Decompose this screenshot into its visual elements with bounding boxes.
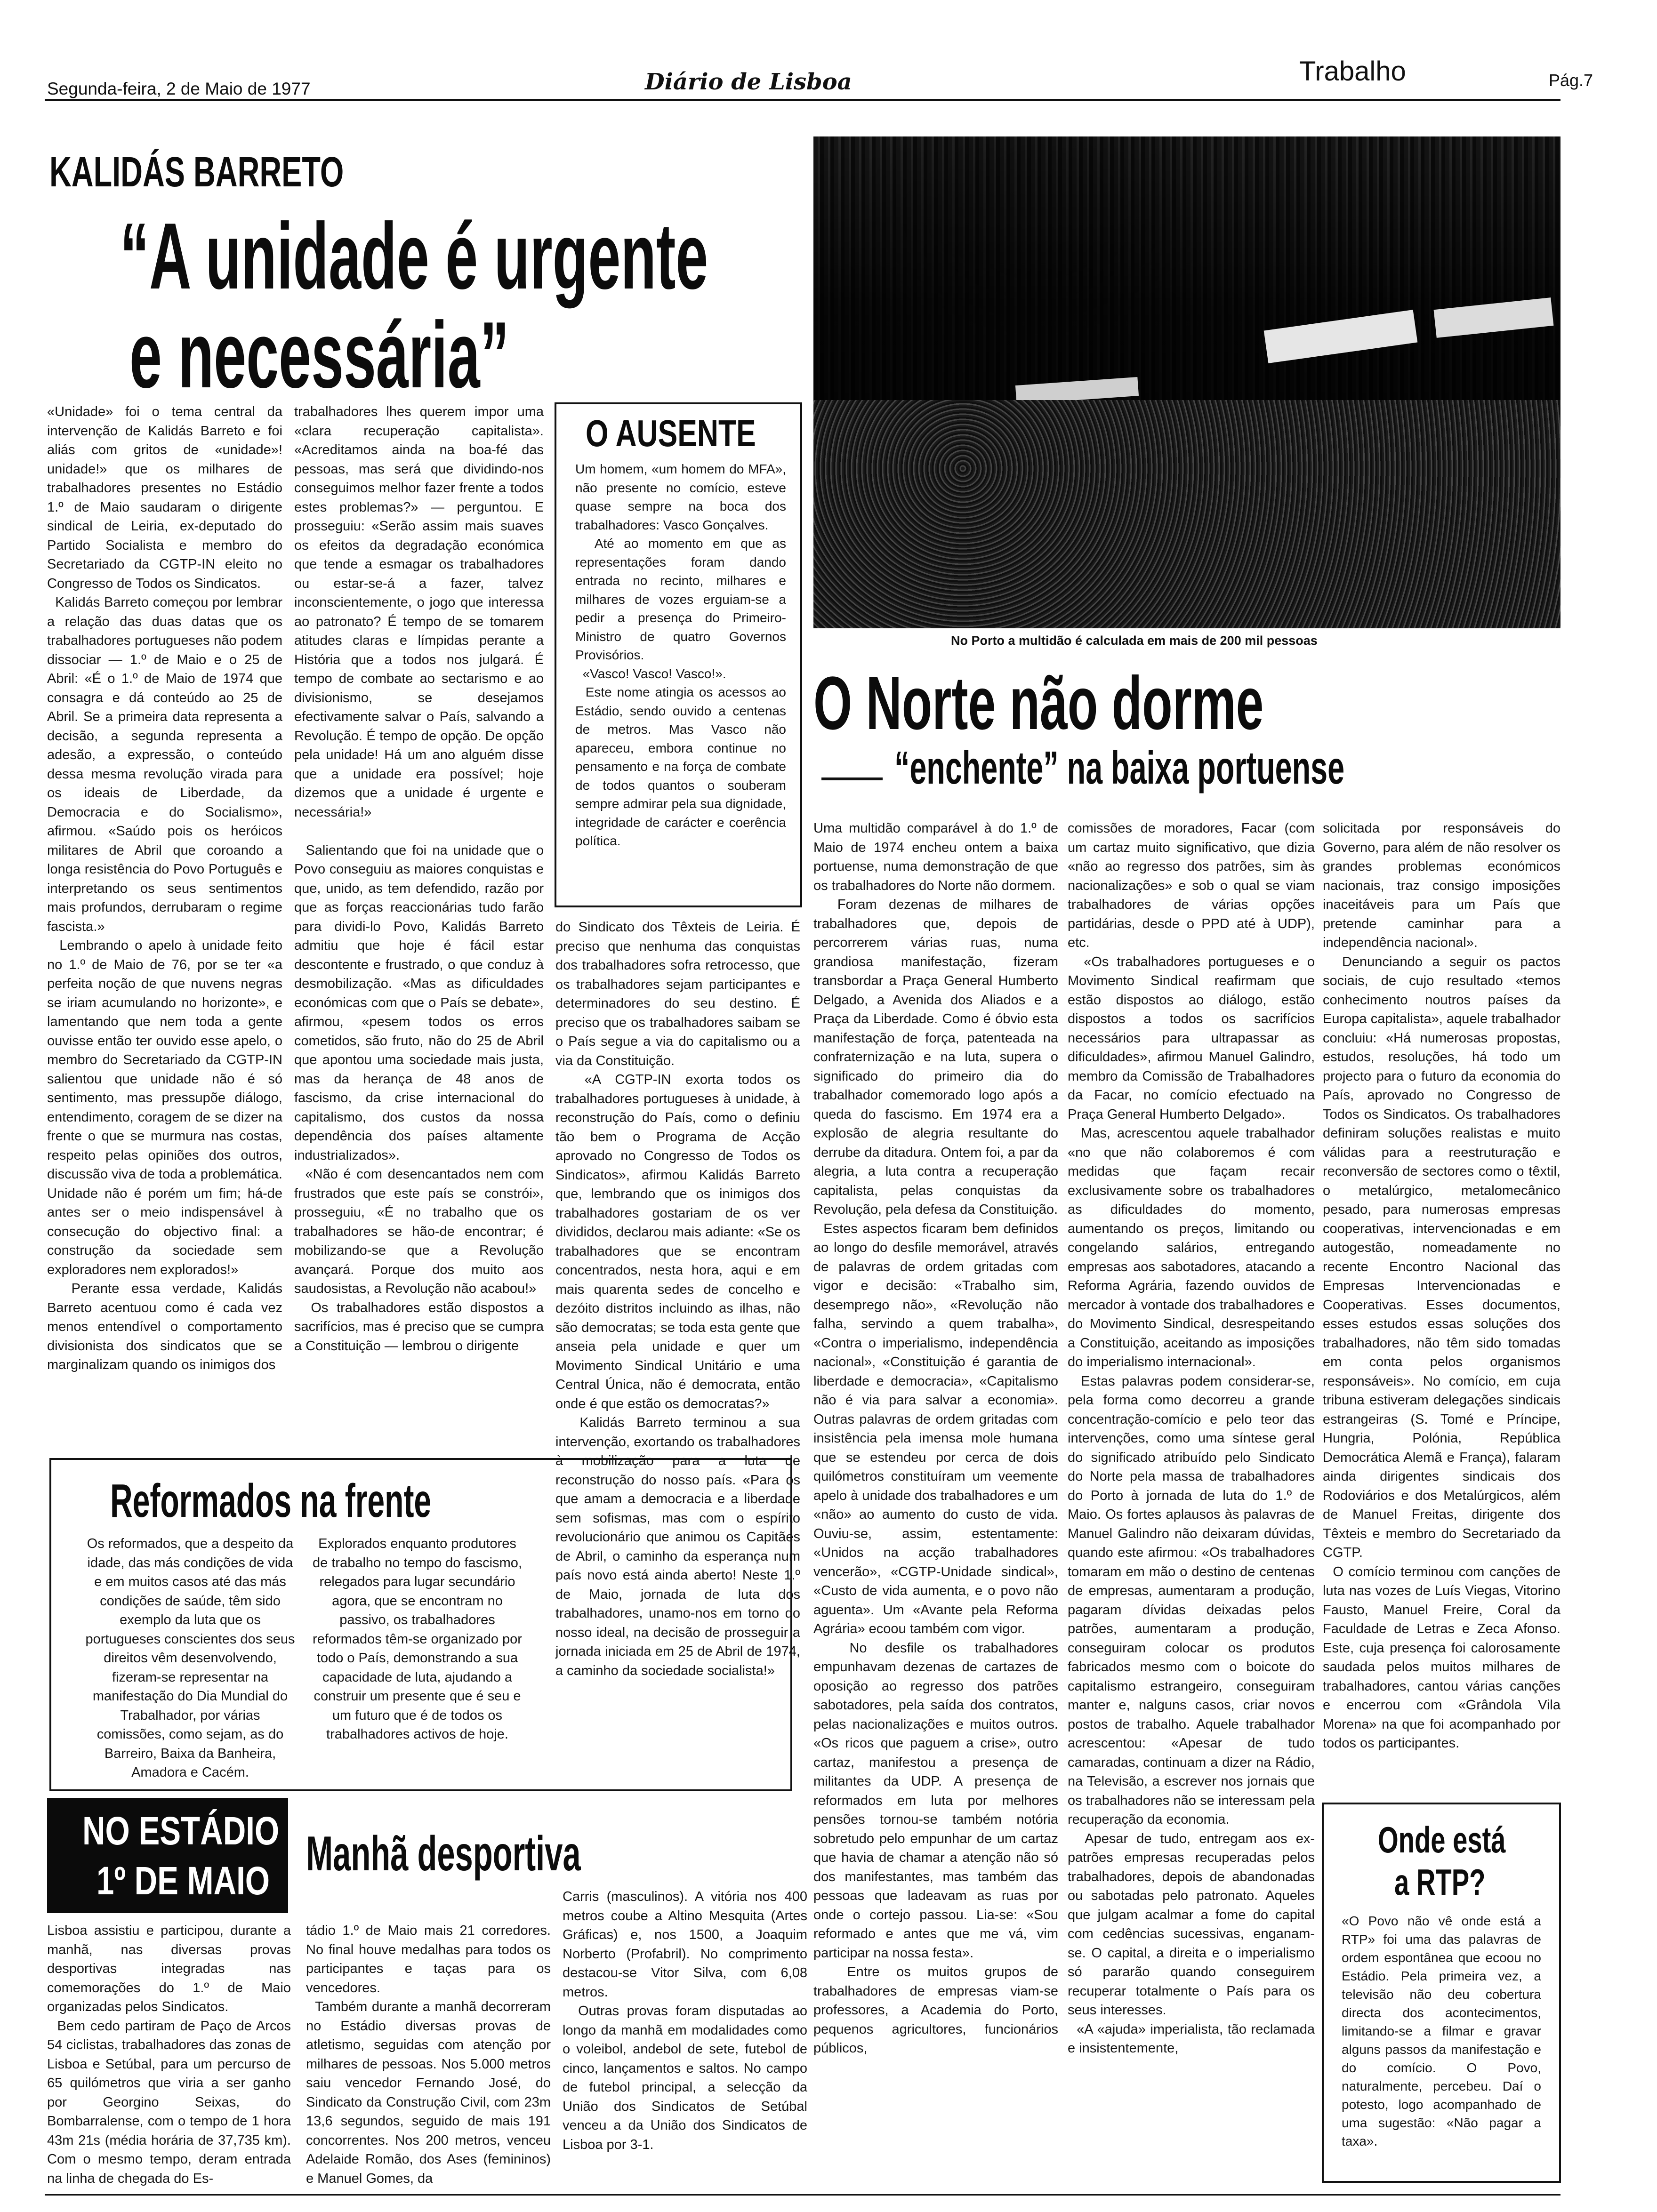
ausente-title: O AUSENTE bbox=[586, 412, 756, 454]
estadio-banner-line-2: 1º DE MAIO bbox=[97, 1859, 270, 1903]
lead-col-2: trabalhadores lhes querem impor uma «clara recuperação capitalista». «Acreditamos ainda na boa-fé das pessoas, mas será que dividindo-nos conseguimos melhor fazer frente a todos estes problemas?» — perguntou. E prosseguiu: «Serão assim mais suaves os efeitos da degradação económica que tende a esmagar os trabalhadores ou estar-se-á a fazer, talvez inconscientemente, o jogo que interessa ao patronato? É tempo de se tomarem atitudes claras e límpidas perante a História que a todos nos julgará. É tempo de combate ao sectarismo e ao divisionismo, se desejamos efectivamente salvar o País, salvando a Revolução. É tempo de opção. De opção pela unidade! Há um ano alguém disse que a unidade era possível; hoje dizemos que a unidade é urgente e necessária!» Salientando que foi na unidade que o Povo conseguiu as maiores conquistas e que, unido, as tem defendido, razão por que as forças reaccionárias tudo farão para dividi-lo Povo, Kalidás Barreto admitiu que hoje é fácil estar descontente e frustrado, o que conduz à desmobilização. «Mas as dificuldades económicas com que o País se debate», afirmou, «pesem todos os erros cometidos, são fruto, não do 25 de Abril que apontou uma sociedade mais justa, mas da herança de 48 anos de fascismo, da crise internacional do capitalismo, dos custos da nossa dependência dos países altamente industrializados». «Não é com desencantados nem com frustrados que este país se constrói», prosseguiu, «É no trabalho que os trabalhadores se hão-de encontrar; é mobilizando-se que a Revolução avançará. Porque dos muito aos saudosistas, a Revolução não acabou!» Os trabalhadores estão dispostos a sacrifícios, mas é preciso que se cumpra a Constituição — lembrou o dirigente bbox=[294, 404, 544, 1354]
ausente-box bbox=[555, 402, 802, 907]
norte-headline: O Norte não dorme bbox=[813, 661, 1264, 745]
photo-banner-2 bbox=[1434, 297, 1554, 338]
desportiva-col-1: Lisboa assistiu e participou, durante a manhã, nas diversas provas desportivas integradas nas comemorações do 1.º de Maio organizadas pelos Sindicatos. Bem cedo partiram de Paço de Arcos 54 ciclistas, trabalhadores das zonas de Lisboa e Setúbal, para um percurso de 65 quilómetros que viria a ser ganho por Georgino Seixas, do Bombarralense, com o tempo de 1 hora 43m 21s (média horária de 37,735 km). Com o mesmo tempo, deram entrada na linha de chegada do Es- bbox=[47, 1923, 291, 2186]
norte-subhead: “enchente” na baixa portuense bbox=[894, 742, 1345, 793]
rtp-body: «O Povo não vê onde está a RTP» foi uma das palavras de ordem espontânea que ecoou no Estádio. Pela primeira vez, a televisão não deu cobertura directa dos acontecimentos, limitando-se a filmar e gravar alguns passos da manifestação e do comício. O Povo, naturalmente, percebeu. Daí o potesto, logo acompanhado de uma sugestão: «Não pagar a taxa». bbox=[1342, 1914, 1545, 2148]
desportiva-col-3: Carris (masculinos). A vitória nos 400 metros coube a Altino Mesquita (Artes Gráficas) e, nos 1500, a Joaquim Norberto (Profabril). No comprimento destacou-se Vitor Silva, com 6,08 metros. Outras provas foram disputadas ao longo da manhã em modalidades como o voleibol, andebol de sete, futebol de cinco, lançamentos e saltos. No campo de futebol principal, a selecção da União dos Sindicatos de Setúbal venceu a da União dos Sindicatos de Lisboa por 3-1. bbox=[563, 1889, 807, 2152]
lead-col-3: do Sindicato dos Têxteis de Leiria. É preciso que nenhuma das conquistas dos trabalhadores sofra retrocesso, que os trabalhadores sejam participantes e determinadores do seu destino. É preciso que os trabalhadores saibam se o País segue a via do capitalismo ou a via da Constituição. «A CGTP-IN exorta todos os trabalhadores portugueses à unidade, à reconstrução do País, como o definiu tão bem o Programa de Acção aprovado no Congresso de Todos os Sindicatos», afirmou Kalidás Barreto que, lembrando que os inimigos dos trabalhadores gostariam de os ver divididos, declarou mais adiante: «Se os trabalhadores que se encontram concentrados, nesta hora, aqui e em mais quarenta sedes de concelho e dezóito distritos incluindo as ilhas, não são democratas; se toda esta gente que anseia pela unidade e quer um Movimento Sindical Unitário e uma Central Única, não é democrata, então onde é que estão os democratas?» Kalidás Barreto terminou a sua intervenção, exortando os trabalhadores à mobilização para a luta de reconstrução do nosso país. «Para os que amam a democracia e a liberdade sem sofismas, mas com o espírito revolucionário que animou os Capitães de Abril, o caminho da esperança num país novo está ainda aberto! Neste 1.º de Maio, jornada de luta dos trabalhadores, unamo-nos em torno do nosso ideal, na decisão de prosseguir a jornada iniciada em 25 de Abril de 1974, a caminho da sociedade socialista!» bbox=[555, 920, 800, 1678]
desportiva-title: Manhã desportiva bbox=[306, 1827, 581, 1881]
photo-caption: No Porto a multidão é calculada em mais de 200 mil pessoas bbox=[951, 633, 1318, 648]
photo-banner-1 bbox=[1264, 310, 1418, 363]
issue-date: Segunda-feira, 2 de Maio de 1977 bbox=[47, 79, 311, 98]
estadio-banner-line-1: NO ESTÁDIO bbox=[82, 1809, 280, 1853]
rtp-title-line-2: a RTP? bbox=[1394, 1861, 1486, 1903]
desportiva-col-2: tádio 1.º de Maio mais 21 corredores. No final houve medalhas para todos os participantes e taças para os vencedores. Também durante a manhã decorreram no Estádio diversas provas de atletismo, seguidas com atenção por milhares de pessoas. Nos 5.000 metros saiu vencedor Fernando José, do Sindicato da Construção Civil, com 23m 13,6 segundos, seguido de mais 191 concorrentes. Nos 200 metros, venceu Adelaide Romão, dos Ases (femininos) e Manuel Gomes, da bbox=[306, 1923, 551, 2186]
norte-col-2: comissões de moradores, Facar (com um cartaz muito significativo, que dizia «não ao regresso dos patrões, sim às nacionalizações» e sob o qual se viam trabalhadores de várias opções partidárias, desde o PPD até à UDP), etc. «Os trabalhadores portugueses e o Movimento Sindical reafirmam que estão dispostos ao diálogo, estão dispostos a todos os sacrifícios necessários para ultrapassar as dificuldades», afirmou Manuel Galindro, membro da Comissão de Trabalhadores da Facar, no comício efectuado na Praça General Humberto Delgado». Mas, acrescentou aquele trabalhador «no que não colaboremos é com medidas que façam recair exclusivamente sobre os trabalhadores as dificuldades do momento, aumentando os preços, limitando ou congelando salários, entregando empresas aos sabotadores, atacando a Reforma Agrária, fazendo ouvidos de mercador à vontade dos trabalhadores e do Movimento Sindical, desrespeitando a Constituição, aceitando as imposições do imperialismo internacional». Estas palavras podem considerar-se, pela forma como decorreu a grande concentração-comício e pelo teor das intervenções, como uma síntese geral do significado atribuído pelo Sindicato do Norte pela massa de trabalhadores do Porto à jornada de luta do 1.º de Maio. Os fortes aplausos às palavras de Manuel Galindro não deixaram dúvidas, quando este afirmou: «Os trabalhadores tomaram em mão o destino de centenas de empresas, aumentaram a produção, pagaram dívidas deixadas pelos patrões, aumentaram a produção, conseguiram colocar os produtos fabricados mesmo com o boicote do capitalismo estrangeiro, conseguiram manter e, nalguns casos, criar novos postos de trabalho. Aquele trabalhador acrescentou: «Apesar de tudo camaradas, continuam a dizer na Rádio, na Televisão, a escrever nos jornais que os trabalhadores não se interessam pela recuperação da economia. Apesar de tudo, entregam aos ex-patrões empresas recuperadas pelos trabalhadores, depois de abandonadas ou sabotadas pelo patronato. Aqueles que julgam acalmar a fome do capital com cedências sucessivas, enganam-se. O capital, a direita e o imperialismo só pararão quando conseguirem recuperar totalmente o País para os seus interesses. «A «ajuda» imperialista, tão reclamada e insistentemente, bbox=[1068, 821, 1315, 2056]
crowd-photo bbox=[813, 136, 1560, 628]
section-name: Trabalho bbox=[1299, 56, 1406, 87]
headline-line-1: “A unidade é urgente bbox=[120, 204, 708, 309]
reformados-col-2: Explorados enquanto produtores de trabalho no tempo do fascismo, relegados para lugar secundário agora, que se encontram no passivo, os trabalhadores reformados têm-se organizado por todo o País, demonstrando a sua capacidade de luta, ajudando a construir um presente que é seu e um futuro que é de todos os trabalhadores activos de hoje. bbox=[313, 1536, 526, 1742]
headline-line-2: e necessária” bbox=[129, 303, 509, 408]
reformados-box bbox=[49, 1458, 792, 1791]
masthead-rule bbox=[45, 99, 1560, 101]
newspaper-name: Diário de Lisboa bbox=[645, 69, 852, 95]
rtp-box bbox=[1322, 1803, 1561, 2183]
ausente-body: Um homem, «um homem do MFA», não presente no comício, esteve quase sempre na boca dos trabalhadores: Vasco Gonçalves. Até ao momento em que as representações foram dando entrada no recinto, milhares e milhares de vozes erguiam-se a pedir a presença do Primeiro-Ministro de quatro Governos Provisórios. «Vasco! Vasco! Vasco!». Este nome atingia os acessos ao Estádio, sendo ouvido a centenas de metros. Mas Vasco não apareceu, embora continue no pensamento e na força de combate de todos quantos o souberam sempre admirar pela sua dignidade, integridade de carácter e coerência política. bbox=[575, 462, 786, 848]
reformados-title: Reformados na frente bbox=[110, 1475, 432, 1527]
reformados-col-1: Os reformados, que a despeito da idade, das más condições de vida e em muitos casos até das más condições de saúde, têm sido exemplo da luta que os portugueses conscientes dos seus direitos vêm desenvolvendo, fizeram-se representar na manifestação do Dia Mundial do Trabalhador, por várias comissões, como sejam, as do Barreiro, Baixa da Banheira, Amadora e Cacém. bbox=[85, 1536, 299, 1780]
bottom-rule bbox=[45, 2194, 1560, 2196]
photo-crowd bbox=[813, 400, 1560, 628]
kicker: KALIDÁS BARRETO bbox=[49, 149, 344, 196]
estadio-banner bbox=[47, 1798, 288, 1913]
lead-col-1: «Unidade» foi o tema central da intervenção de Kalidás Barreto e foi aliás com gritos de «unidade»! unidade!» que os milhares de trabalhadores presentes no Estádio 1.º de Maio saudaram o dirigente sindical de Leiria, ex-deputado do Partido Socialista e membro do Secretariado da CGTP-IN eleito no Congresso de Todos os Sindicatos. Kalidás Barreto começou por lembrar a relação das duas datas que os trabalhadores portugueses não podem dissociar — 1.º de Maio e o 25 de Abril: «É o 1.º de Maio de 1974 que consagra e dá conteúdo ao 25 de Abril. Se a primeira data representa a decisão, a segunda representa a adesão, a expressão, o conteúdo dessa mesma revolução virada para os ideais de Liberdade, da Democracia e do Socialismo», afirmou. «Saúdo pois os heróicos militares de Abril que coroando a longa resistência do Povo Português e interpretando os seus sentimentos mais profundos, derrubaram o regime fascista.» Lembrando o apelo à unidade feito no 1.º de Maio de 76, por se ter «a perfeita noção de que nuvens negras se iriam acumulando no horizonte», e lamentando que nem toda a gente ouvisse então ter ouvido esse apelo, o membro do Secretariado da CGTP-IN salientou que unidade não é só sentimento, mas pressupõe diálogo, entendimento, coragem de se dizer na frente o que se murmura nas costas, respeito pelas opiniões dos outros, discussão viva de toda a problemática. Unidade não é porém um fim; há-de antes ser o meio indispensável à consecução do objectivo final: a construção da sociedade sem exploradores nem explorados!» Perante essa verdade, Kalidás Barreto acentuou como é cada vez menos entendível o comportamento divisionista dos sindicatos que se marginalizam quando os inimigos dos bbox=[47, 404, 282, 1372]
norte-col-1: Uma multidão comparável à do 1.º de Maio de 1974 encheu ontem a baixa portuense, numa demonstração de que os trabalhadores do Norte não dormem. Foram dezenas de milhares de trabalhadores que, depois de percorrerem várias ruas, numa grandiosa manifestação, fizeram transbordar a Praça General Humberto Delgado, a Avenida dos Aliados e a Praça da Liberdade. Como é óbvio esta manifestação de força, patenteada na confraternização e na luta, supera o significado do primeiro dia do trabalhador comemorado logo após a queda do fascismo. Em 1974 era a explosão de alegria resultante do derrube da ditadura. Ontem foi, a par da alegria, a luta contra a recuperação capitalista, pelas conquistas da Revolução, pela defesa da Constituição. Estes aspectos ficaram bem definidos ao longo do desfile memorável, através de palavras de ordem gritadas com vigor e decisão: «Trabalho sim, desemprego não», «Revolução não falha, servindo a quem trabalha», «Contra o imperialismo, independência nacional», «Constituição é garantia de liberdade e democracia», «Capitalismo não é via para salvar a economia». Outras palavras de ordem gritadas com insistência pela imensa mole humana que se estendeu por cerca de dois quilómetros constituíram um veemente apelo à unidade dos trabalhadores e um «não» ao aumento do custo de vida. Ouviu-se, assim, estentamente: «Unidos na acção trabalhadores vencerão», «CGTP-Unidade sindical», «Custo de vida aumenta, e o povo não aguenta». Um «Avante pela Reforma Agrária» ecoou também com vigor. No desfile os trabalhadores empunhavam dezenas de cartazes de oposição ao regresso dos patrões sabotadores, pela saída dos contratos, pelas nacionalizações e muitos outros. «Os ricos que paguem a crise», outro cartaz, manifestou a presença de militantes da UDP. A presença de reformados em luta por melhores pensões tornou-se também notória sobretudo pelo empunhar de um cartaz que havia de chamar a atenção não só dos manifestantes, mas também das pessoas que ladeavam as ruas por onde o cortejo passou. Lia-se: «Sou reformado e antes que me vá, vim participar na nossa festa». Entre os muitos grupos de trabalhadores de empresas viam-se professores, a Academia do Porto, pequenos agricultores, funcionários públicos, bbox=[813, 821, 1058, 2056]
page-number: Pág.7 bbox=[1549, 71, 1593, 90]
norte-col-3: solicitada por responsáveis do Governo, para além de não resolver os grandes problemas económicos nacionais, traz consigo imposições inaceitáveis para um País que pretende caminhar para a independência nacional». Denunciando a seguir os pactos sociais, de cujo resultado «temos conhecimento noutros países da Europa capitalista», aquele trabalhador concluiu: «Há numerosas propostas, estudos, resoluções, há todo um projecto para o futuro da economia do País, aprovado no Congresso de Todos os Sindicatos. Os trabalhadores definiram soluções realistas e muito válidas para a reestruturação e reconversão de sectores como o têxtil, o metalúrgico, metalomecânico pesado, para numerosas empresas cooperativas, intervencionadas e em autogestão, nomeadamente no recente Encontro Nacional das Empresas Intervencionadas e Cooperativas. Esses documentos, esses estudos essas soluções dos trabalhadores, não têm sido tomadas em conta pelos organismos responsáveis». No comício, em cuja tribuna estiveram delegações sindicais estrangeiras (S. Tomé e Príncipe, Hungria, Polónia, República Democrática Alemã e França), falaram ainda dirigentes sindicais dos Rodoviários e dos Metalúrgicos, além de Manuel Freitas, dirigente dos Têxteis e membro do Secretariado da CGTP. O comício terminou com canções de luta nas vozes de Luís Viegas, Vitorino Fausto, Manuel Freire, Coral da Faculdade de Letras e Zeca Afonso. Este, cuja presença foi calorosamente saudada pelos muitos milhares de trabalhadores, cantou várias canções e encerrou com «Grândola Vila Morena» na que foi acompanhado por todos os participantes. bbox=[1323, 821, 1560, 1751]
norte-subhead-dash bbox=[821, 777, 883, 780]
rtp-title-line-1: Onde está bbox=[1378, 1819, 1506, 1860]
